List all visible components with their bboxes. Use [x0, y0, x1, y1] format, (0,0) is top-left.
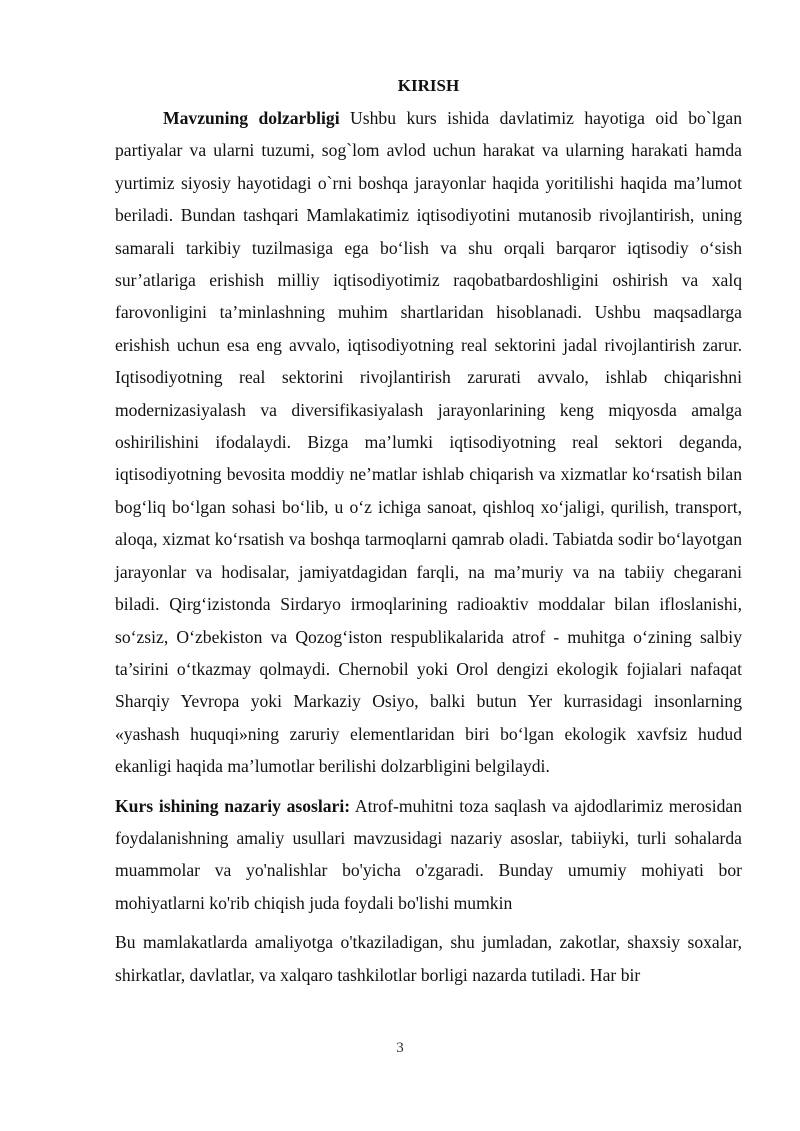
paragraph-text: Bu mamlakatlarda amaliyotga o'tkaziladigan, shu jumladan, zakotlar, shaxsiy soxalar, shirkatlar, davlatlar, va xalqaro tashkilotlar borligi nazarda tutiladi. Har bir [115, 932, 742, 985]
paragraph-text: Ushbu kurs ishida davlatimiz hayotiga oid bo`lgan partiyalar va ularni tuzumi, sog`lom avlod uchun harakat va ularning harakati hamda yurtimiz siyosiy hayotidagi o`rni boshqa jarayonlar haqida yoritilishi haqida ma’lumot beriladi. Bundan tashqari Mamlakatimiz iqtisodiyotini mutanosib rivojlantirish, uning samarali tarkibiy tuzilmasiga ega bo‘lish va shu orqali barqaror iqtisodiy o‘sish sur’atlariga erishish milliy iqtisodiyotimiz raqobatbardoshligini oshirish va xalq farovonligini ta’minlashning muhim shartlaridan hisoblanadi. Ushbu maqsadlarga erishish uchun esa eng avvalo, iqtisodiyotning real sektorini jadal rivojlantirish zarur. Iqtisodiyotning real sektorini rivojlantirish zarurati avvalo, ishlab chiqarishni modernizasiyalash va diversifikasiyalash jarayonlarining keng miqyosda amalga oshirilishini ifodalaydi. Bizga ma’lumki iqtisodiyotning real sektori deganda, iqtisodiyotning bevosita moddiy ne’matlar ishlab chiqarish va xizmatlar ko‘rsatish bilan bog‘liq bo‘lgan sohasi bo‘lib, u o‘z ichiga sanoat, qishloq xo‘jaligi, qurilish, transport, aloqa, xizmat ko‘rsatish va boshqa tarmoqlarni qamrab oladi. Tabiatda sodir bo‘layotgan jarayonlar va hodisalar, jamiyatdagidan farqli, na ma’muriy va na tabiiy chegarani biladi. Qirg‘izistonda Sirdaryo irmoqlarining radioaktiv moddalar bilan ifloslanishi, so‘zsiz, O‘zbekiston va Qozog‘iston respublikalarida atrof - muhitga o‘zining salbiy ta’sirini o‘tkazmay qolmaydi. Chernobil yoki Orol dengizi ekologik fojialari nafaqat Sharqiy Yevropa yoki Markaziy Osiyo, balki butun Yer kurrasidagi insonlarning «yashash huquqi»ning zaruriy elementlaridan biri bo‘lgan ekologik xavfsiz hudud ekanligi haqida ma’lumotlar berilishi dolzarbligini belgilaydi. [115, 108, 743, 777]
paragraph-lead: Mavzuning dolzarbligi [163, 108, 340, 128]
paragraph-theory [115, 790, 742, 920]
page-body [115, 70, 742, 991]
page-title: KIRISH [397, 76, 460, 95]
paragraph-text: Atrof-muhitni toza saqlash va ajdodlarimiz merosidan foydalanishning amaliy usullari mavzusidagi nazariy asoslar, tabiiyki, turli sohalarda muammolar va yo'nalishlar bo'yicha o'zgaradi. Bunday umumiy mohiyati bor mohiyatlarni ko'rib chiqish juda foydali bo'lishi mumkin [115, 795, 742, 913]
paragraph-relevance [115, 102, 742, 783]
paragraph-countries [115, 926, 742, 991]
paragraph-lead: Kurs ishining nazariy asoslari: [115, 795, 351, 816]
page-number: 3 [396, 1040, 404, 1056]
